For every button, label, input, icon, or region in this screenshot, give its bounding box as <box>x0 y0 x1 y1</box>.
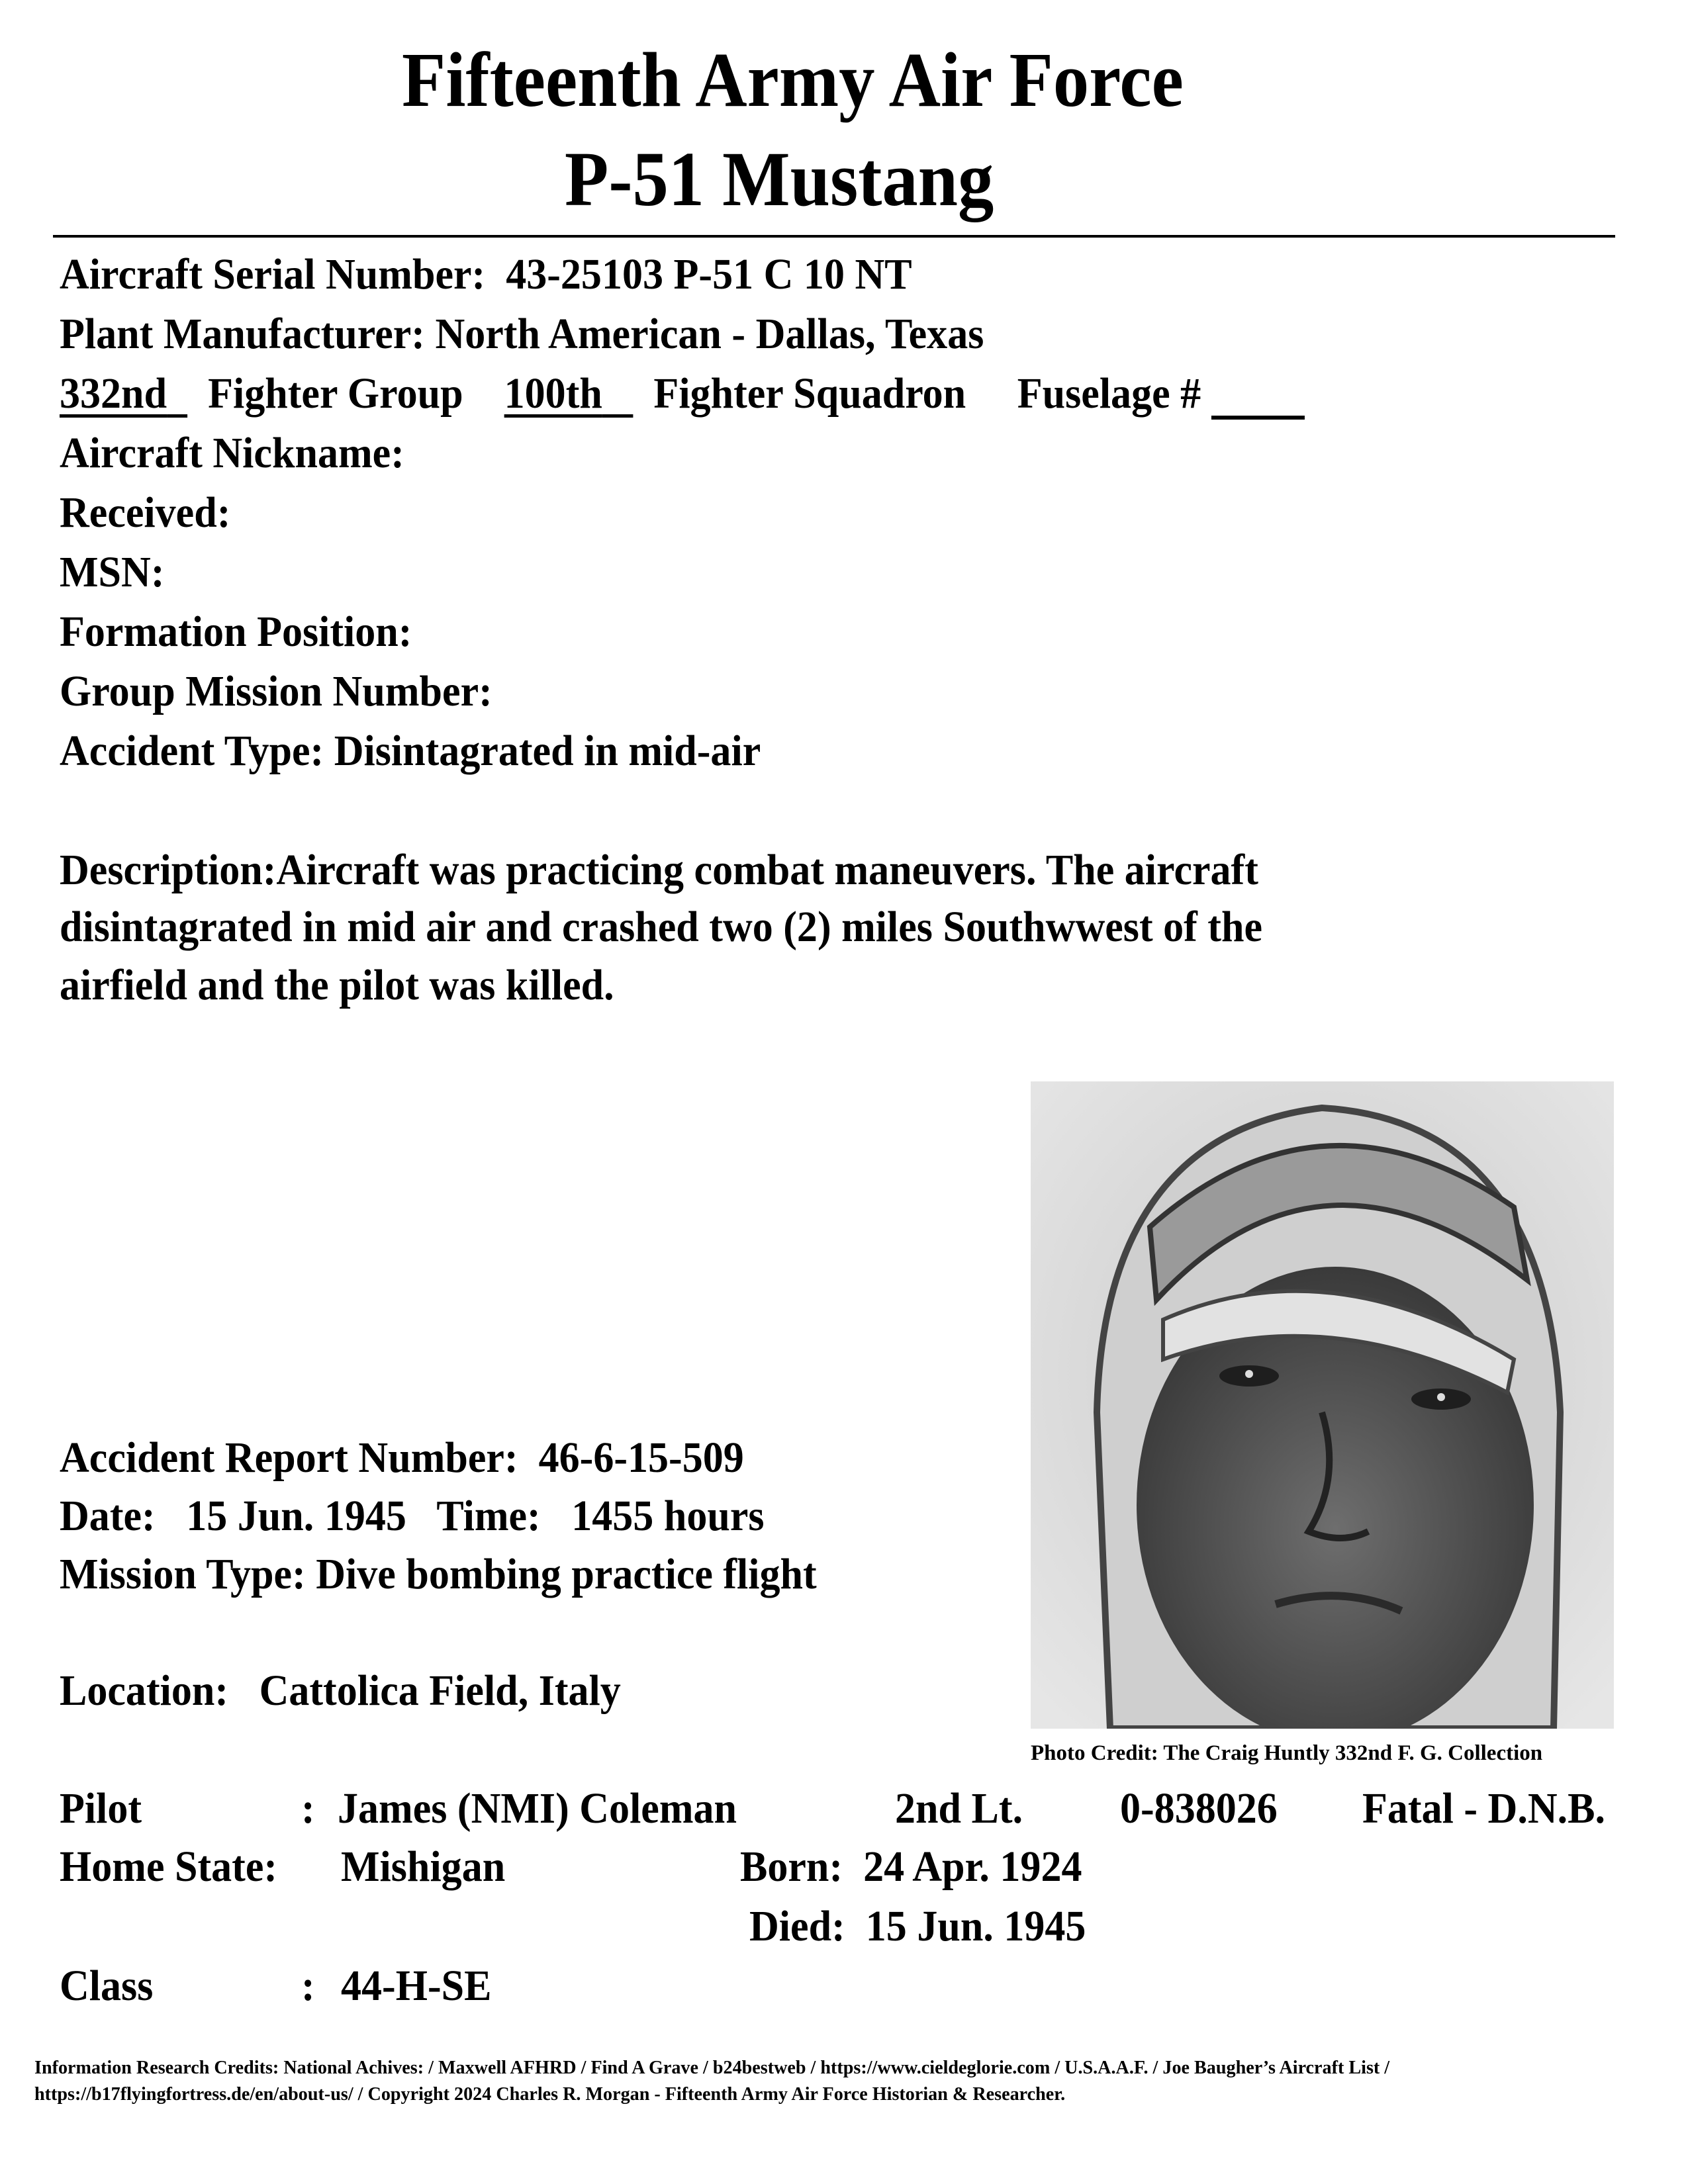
location-value: Cattolica Field, Italy <box>259 1666 621 1715</box>
class-value: 44-H-SE <box>341 1962 492 2010</box>
received-label: Received: <box>60 488 231 537</box>
fighter-squadron-value: 100th <box>504 369 602 418</box>
born-row <box>740 1845 1082 1889</box>
pilot-name: James (NMI) Coleman <box>338 1784 737 1833</box>
manufacturer-label: Plant Manufacturer: <box>60 310 425 358</box>
description-label: Description: <box>60 846 277 894</box>
description-line-1 <box>60 848 1258 892</box>
description-text-1: Aircraft was practicing combat maneuvers. The aircraft <box>276 846 1258 894</box>
accident-type-value: Disintagrated in mid-air <box>334 727 761 775</box>
manufacturer-value: North American - Dallas, Texas <box>435 310 984 358</box>
group-mission-number-label: Group Mission Number: <box>60 667 492 715</box>
report-number-value: 46-6-15-509 <box>538 1433 744 1482</box>
pilot-photo <box>1031 1081 1614 1729</box>
nickname-label: Aircraft Nickname: <box>60 429 404 477</box>
fuselage-blank <box>1211 372 1305 420</box>
born-label: Born: <box>740 1843 843 1891</box>
home-state-label: Home State: <box>60 1843 278 1891</box>
died-value: 15 Jun. 1945 <box>865 1902 1086 1950</box>
class-label: Class <box>60 1962 154 2010</box>
date-time-row <box>60 1494 765 1538</box>
footer-credits-line-2: https://b17flyingfortress.de/en/about-us/ / Copyright 2024 Charles R. Morgan - Fifteenth Army Air Force Historian & Researcher. <box>34 2083 1066 2105</box>
time-value: 1455 hours <box>571 1492 765 1540</box>
home-state-value: Mishigan <box>341 1843 506 1891</box>
serial-number-value: 43-25103 P-51 C 10 NT <box>506 250 912 298</box>
msn-label: MSN: <box>60 548 165 596</box>
date-label: Date: <box>60 1492 156 1540</box>
pilot-colon: : <box>301 1784 315 1833</box>
formation-position-label: Formation Position: <box>60 608 412 656</box>
fighter-squadron-label: Fighter Squadron <box>653 369 966 418</box>
page-title: Fifteenth Army Air Force <box>402 36 1184 123</box>
location-label: Location: <box>60 1666 229 1715</box>
class-colon: : <box>301 1962 315 2010</box>
serial-number-label: Aircraft Serial Number: <box>60 250 486 298</box>
report-number-row <box>60 1433 744 1482</box>
unit-row <box>60 369 1305 420</box>
report-number-label: Accident Report Number: <box>60 1433 518 1482</box>
page-subtitle: P-51 Mustang <box>565 136 994 222</box>
description-text-3: airfield and the pilot was killed. <box>60 961 614 1009</box>
pilot-portrait-image <box>1031 1081 1614 1729</box>
time-label: Time: <box>436 1492 541 1540</box>
fuselage-label: Fuselage # <box>1017 369 1201 418</box>
header-divider <box>53 235 1615 238</box>
description-text-2: disintagrated in mid air and crashed two (2) miles Southwwest of the <box>60 903 1263 951</box>
fighter-group-label: Fighter Group <box>208 369 463 418</box>
accident-type-label: Accident Type: <box>60 727 324 775</box>
date-value: 15 Jun. 1945 <box>186 1492 406 1540</box>
accident-type-row <box>60 729 761 773</box>
born-value: 24 Apr. 1924 <box>863 1843 1082 1891</box>
pilot-service-number: 0-838026 <box>1120 1784 1278 1833</box>
died-label: Died: <box>749 1902 845 1950</box>
pilot-label: Pilot <box>60 1784 142 1833</box>
fighter-group-value: 332nd <box>60 369 167 418</box>
footer-credits-line-1: Information Research Credits: National Achives: / Maxwell AFHRD / Find A Grave / b24bestweb / https://www.cieldeglorie.com / U.S.A.A.F. / Joe Baugher’s Aircraft List / <box>34 2057 1390 2078</box>
pilot-rank: 2nd Lt. <box>895 1784 1023 1833</box>
died-row <box>749 1902 1086 1950</box>
mission-type-row <box>60 1550 817 1598</box>
pilot-status: Fatal - D.N.B. <box>1362 1784 1606 1833</box>
location-row <box>60 1666 621 1715</box>
photo-credit: Photo Credit: The Craig Huntly 332nd F. G. Collection <box>1031 1741 1543 1765</box>
serial-number-row <box>60 250 912 298</box>
mission-type-label: Mission Type: <box>60 1550 306 1598</box>
manufacturer-row <box>60 312 984 356</box>
mission-type-value: Dive bombing practice flight <box>316 1550 817 1598</box>
